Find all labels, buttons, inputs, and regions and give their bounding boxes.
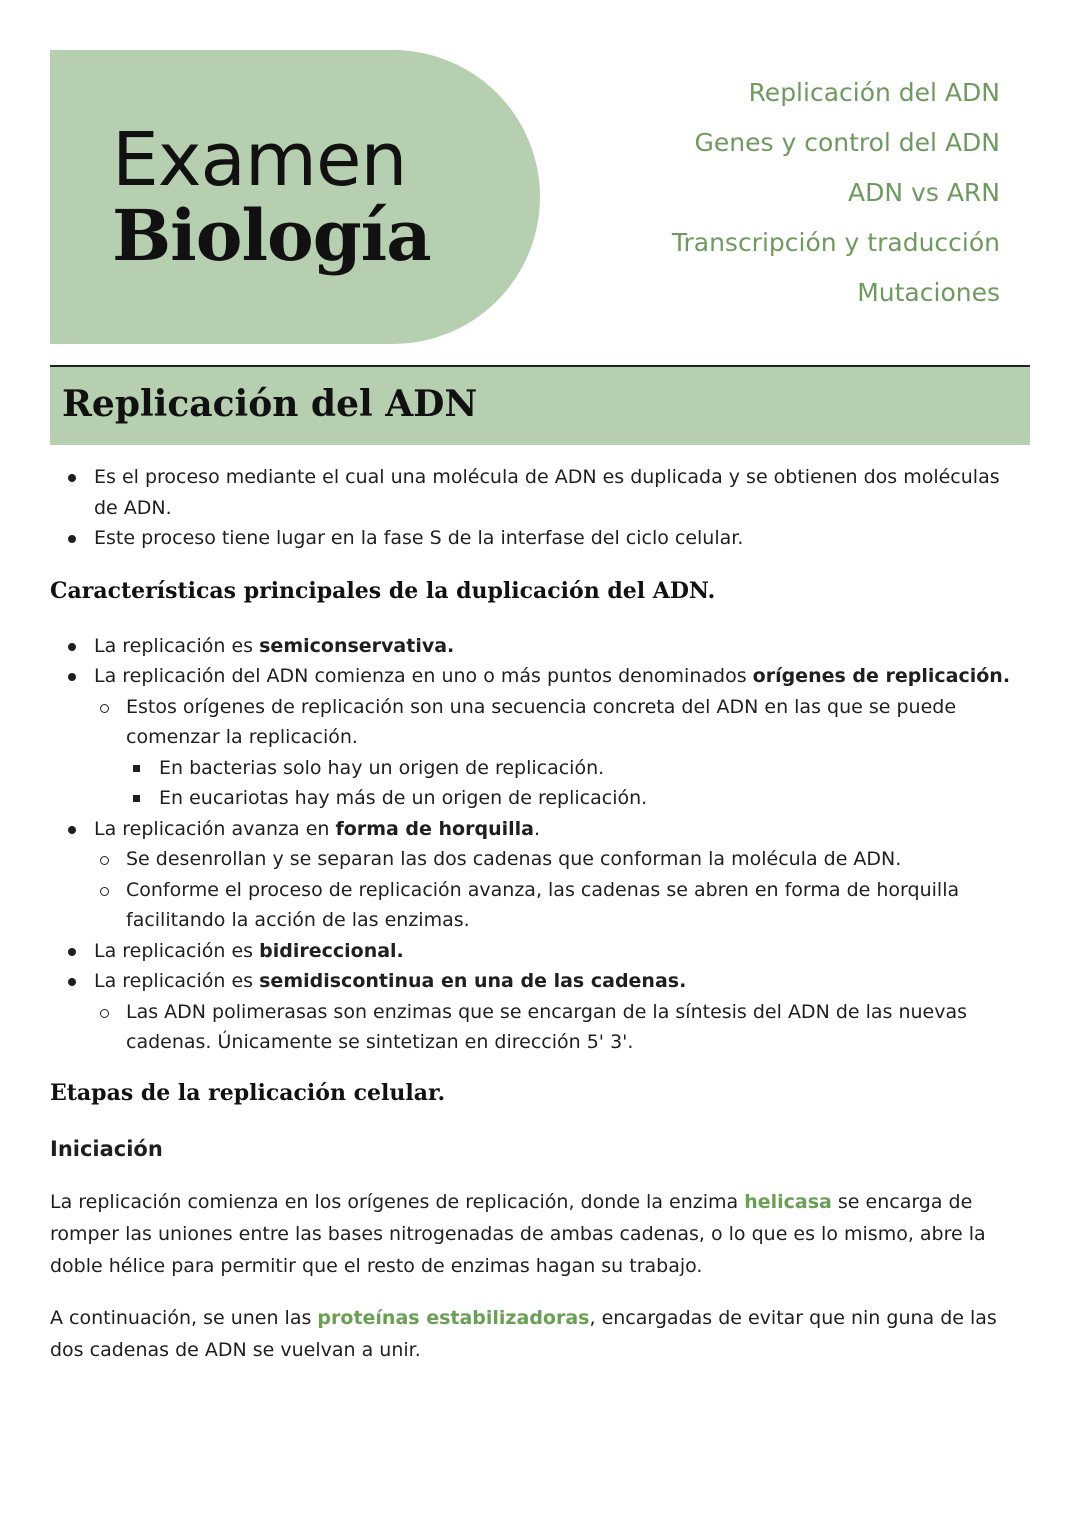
sublist (94, 844, 1025, 936)
sublist (94, 692, 1025, 814)
toc-item-genes[interactable]: Genes y control del ADN (694, 128, 1000, 157)
item-text: Estos orígenes de replicación son una secuencia concreta del ADN en las que se puede comenzar la replicación. (126, 695, 957, 748)
list-item (50, 936, 1025, 967)
toc-item-adn-vs-arn[interactable]: ADN vs ARN (848, 178, 1000, 207)
paragraph-proteinas (50, 1302, 1025, 1366)
list-item (94, 692, 1025, 814)
list-item: Conforme el proceso de replicación avanza, las cadenas se abren en forma de horquilla facilitando la acción de las enzimas. (94, 875, 1025, 936)
toc-item-mutaciones[interactable]: Mutaciones (857, 278, 1000, 307)
item-text: La replicación es (94, 634, 260, 657)
list-item: Las ADN polimerasas son enzimas que se encargan de la síntesis del ADN de las nuevas cadenas. Únicamente se sintetizan en dirección 5' 3'. (94, 997, 1025, 1058)
list-item (50, 966, 1025, 1058)
toc-item-transcripcion[interactable]: Transcripción y traducción (671, 228, 1000, 257)
highlight-term: helicasa (744, 1190, 832, 1213)
main-content (50, 462, 1025, 1366)
highlight-term: proteínas estabilizadoras (317, 1306, 590, 1329)
toc-item-replicacion[interactable]: Replicación del ADN (748, 78, 1000, 107)
item-text: La replicación del ADN comienza en uno o más puntos denominados (94, 665, 753, 687)
title-biologia: Biología (112, 194, 431, 277)
paragraph-helicasa (50, 1186, 1025, 1282)
sublist (94, 997, 1025, 1058)
intro-list (50, 462, 1025, 554)
item-text: La replicación es (94, 939, 260, 962)
item-text: La replicación avanza en (94, 817, 336, 840)
section-title: Replicación del ADN (62, 383, 478, 425)
item-bold: bidireccional. (259, 939, 404, 962)
list-item (50, 631, 1025, 662)
characteristics-list (50, 631, 1025, 1058)
characteristics-heading: Características principales de la duplicación del ADN. (50, 577, 716, 604)
section-header (50, 367, 1030, 445)
table-of-contents (672, 68, 1000, 318)
list-item: Se desenrollan y se separan las dos cadenas que conforman la molécula de ADN. (94, 844, 1025, 875)
item-bold: forma de horquilla (335, 817, 534, 840)
list-item: En eucariotas hay más de un origen de replicación. (126, 783, 1025, 814)
list-item: Este proceso tiene lugar en la fase S de la interfase del ciclo celular. (50, 523, 1025, 554)
item-text: La replicación es (94, 970, 260, 992)
list-item (50, 814, 1025, 936)
paragraph-text: A continuación, se unen las (50, 1306, 318, 1329)
item-text: . (533, 817, 541, 840)
item-bold: semidiscontinua en una de las cadenas. (259, 970, 687, 992)
stages-heading: Etapas de la replicación celular. (50, 1079, 446, 1106)
paragraph-text: se encarga de romper las uniones entre las bases nitrogenadas de ambas cadenas, o lo que es lo mismo, abre la doble hélice para permitir que el resto de enzimas hagan su trabajo. (50, 1190, 986, 1277)
title-examen: Examen (112, 117, 407, 203)
item-bold: semiconservativa. (259, 634, 455, 657)
item-bold: orígenes de replicación. (752, 665, 1011, 687)
list-item (50, 661, 1025, 814)
sublist (126, 753, 1025, 814)
paragraph-text: La replicación comienza en los orígenes de replicación, donde la enzima (50, 1190, 745, 1213)
list-item: En bacterias solo hay un origen de replicación. (126, 753, 1025, 784)
list-item: Es el proceso mediante el cual una molécula de ADN es duplicada y se obtienen dos moléculas de ADN. (50, 462, 1025, 523)
paragraph-text: , encargadas de evitar que nin guna de las dos cadenas de ADN se vuelvan a unir. (50, 1306, 997, 1361)
stage-title-iniciacion: Iniciación (50, 1136, 163, 1161)
